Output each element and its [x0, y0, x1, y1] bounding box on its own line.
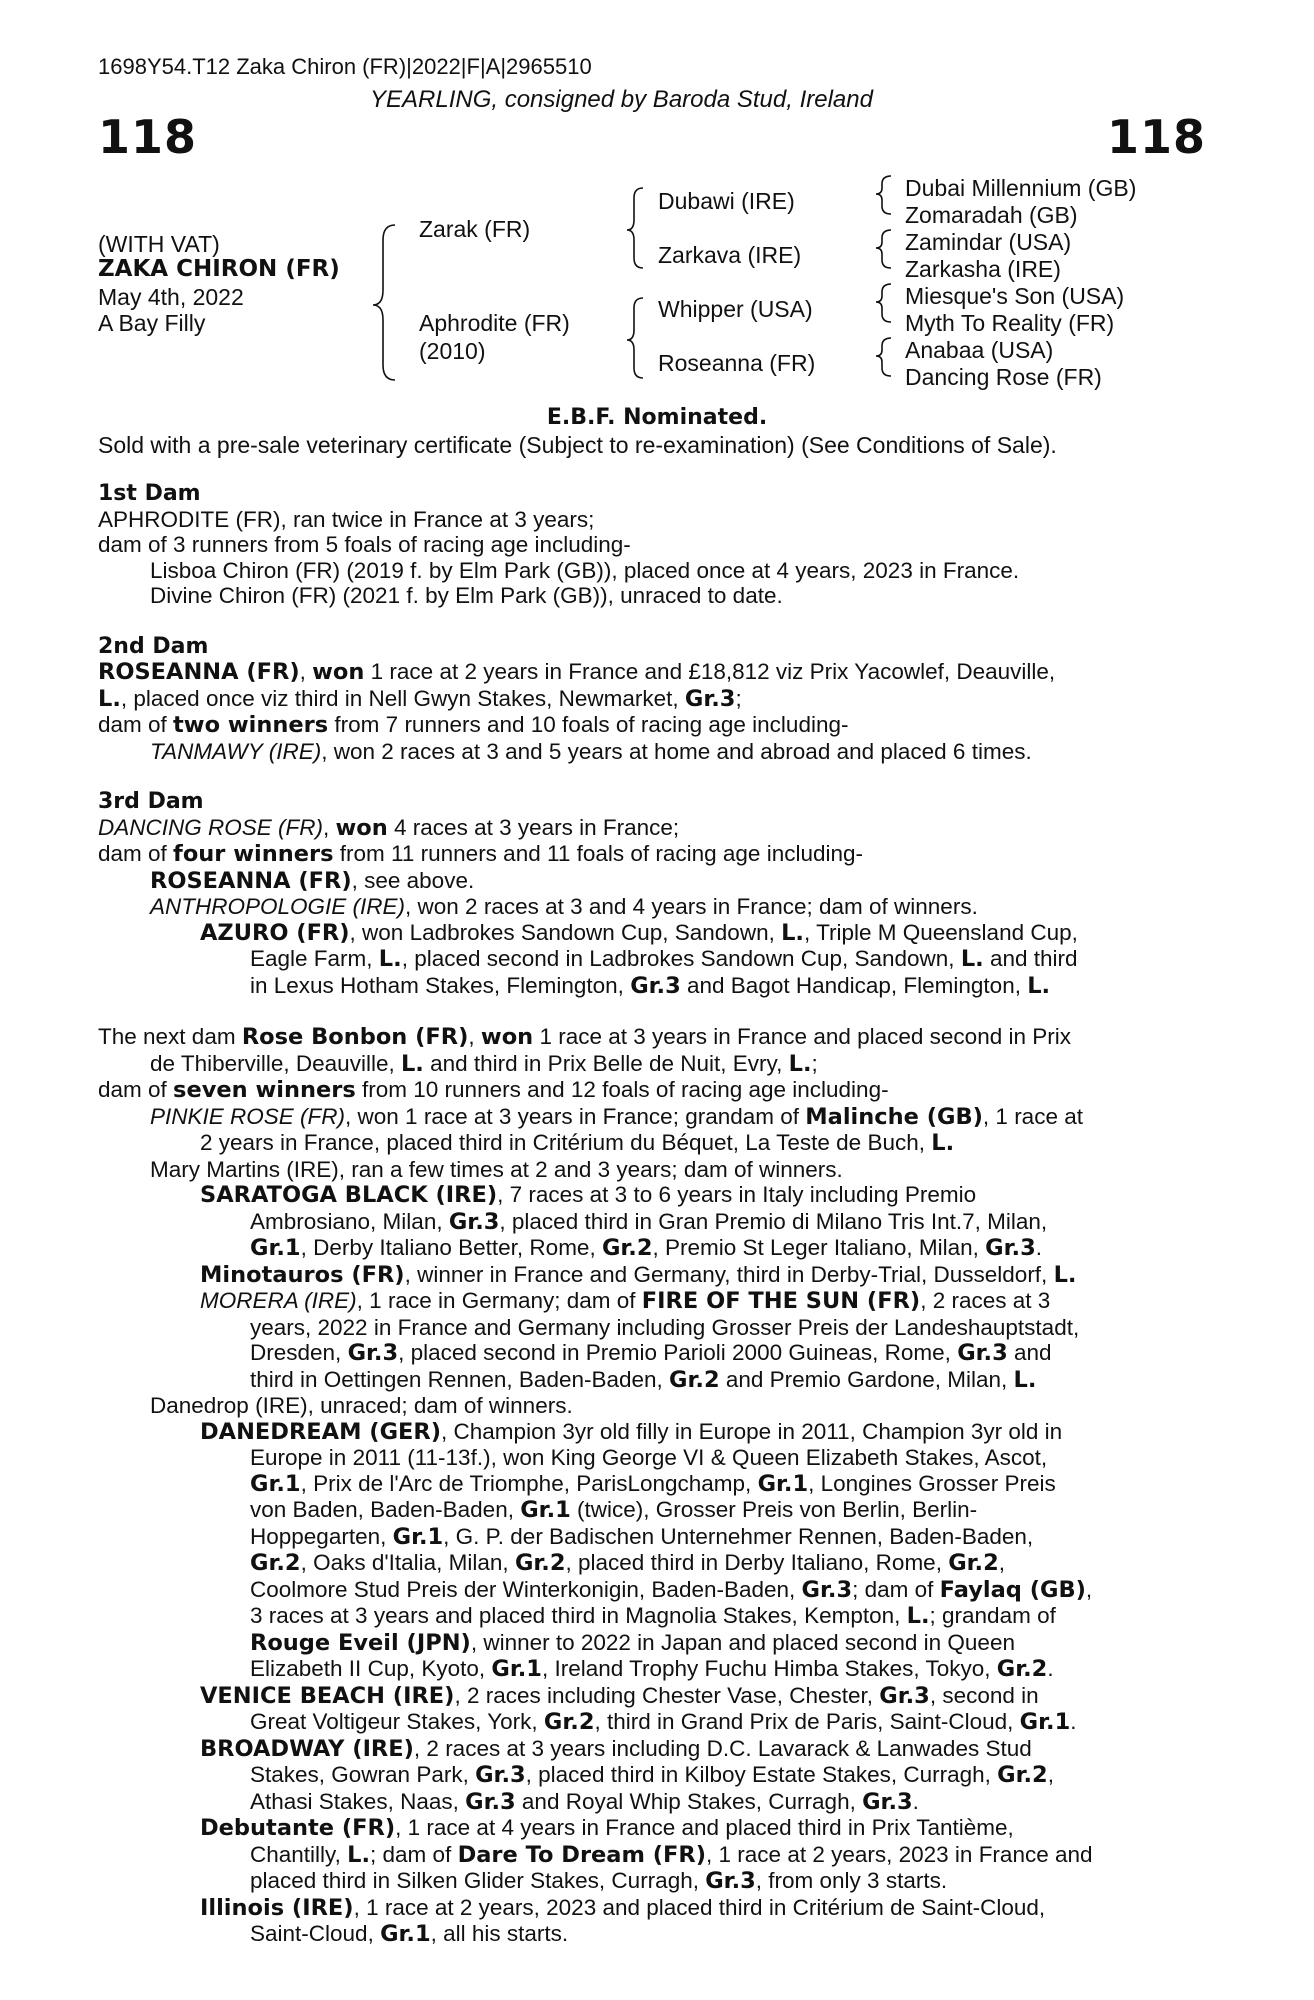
produce-entry: PINKIE ROSE (FR), won 1 race at 3 years in France; grandam of Malinche (GB), 1 race at 2 years in France, placed third in Critérium du Béquet, La Teste de Buch, L.	[150, 1103, 1083, 1156]
produce-record	[98, 481, 1206, 1948]
first-dam-line: APHRODITE (FR), ran twice in France at 3 years;	[98, 506, 595, 532]
produce-entry: AZURO (FR), won Ladbrokes Sandown Cup, Sandown, L., Triple M Queensland Cup, Eagle Farm, L., placed second in Ladbrokes Sandown Cup, Sandown, L. and third in Lexus Hotham Stakes, Flemington, Gr.3 and Bagot Handicap, Flemington, L.	[200, 919, 1078, 999]
consignor-line: YEARLING, consigned by Baroda Stud, Ireland	[370, 86, 873, 113]
dam-sire-sire: Miesque's Son (USA)	[905, 283, 1125, 309]
section-title: 2nd Dam	[98, 633, 209, 659]
lot-code: 1698Y54.T12 Zaka Chiron (FR)|2022|F|A|2965510	[98, 54, 592, 79]
produce-entry: Danedrop (IRE), unraced; dam of winners.	[150, 1393, 573, 1418]
lot-number-right: 118	[1106, 110, 1206, 164]
dam-year: (2010)	[419, 338, 486, 364]
produce-entry: BROADWAY (IRE), 2 races at 3 years including D.C. Lavarack & Lanwades Stud Stakes, Gowran Park, Gr.3, placed third in Kilboy Estate Stakes, Curragh, Gr.2, Athasi Stakes, Naas, Gr.3 and Royal Whip Stakes, Curragh, Gr.3.	[200, 1735, 1054, 1815]
produce-entry: SARATOGA BLACK (IRE), 7 races at 3 to 6 years in Italy including Premio Ambrosiano, Milan, Gr.3, placed third in Gran Premio di Milano Tris Int.7, Milan, Gr.1, Derby Italiano Better, Rome, Gr.2, Premio St Leger Italiano, Milan, Gr.3.	[200, 1182, 1048, 1261]
produce-entry: ROSEANNA (FR), see above.	[150, 867, 475, 894]
ebf-nominated: E.B.F. Nominated.	[546, 405, 768, 430]
produce-entry: TANMAWY (IRE), won 2 races at 3 and 5 years at home and abroad and placed 6 times.	[150, 738, 1032, 764]
produce-entry: VENICE BEACH (IRE), 2 races including Chester Vase, Chester, Gr.3, second in Great Voltigeur Stakes, York, Gr.2, third in Grand Prix de Paris, Saint-Cloud, Gr.1.	[200, 1682, 1077, 1735]
third-dam-record: DANCING ROSE (FR), won 4 races at 3 years in France;	[98, 814, 680, 841]
horse-dob: May 4th, 2022	[98, 284, 244, 310]
produce-entry: ANTHROPOLOGIE (IRE), won 2 races at 3 and 4 years in France; dam of winners.	[150, 894, 978, 919]
third-dam-section	[98, 789, 1206, 999]
sire-dam-dam: Zarkasha (IRE)	[905, 256, 1061, 282]
produce-entry: Divine Chiron (FR) (2021 f. by Elm Park (GB)), unraced to date.	[150, 583, 783, 608]
produce-entry: Minotauros (FR), winner in France and Germany, third in Derby-Trial, Dusseldorf, L.	[200, 1261, 1077, 1288]
dam-sire-dam: Myth To Reality (FR)	[905, 310, 1115, 336]
dam-dam-sire: Anabaa (USA)	[905, 337, 1054, 363]
section-title: 1st Dam	[98, 481, 201, 506]
dam-dam-dam: Dancing Rose (FR)	[905, 364, 1102, 390]
vat-label: (WITH VAT)	[98, 231, 220, 257]
sire-sire-sire: Dubai Millennium (GB)	[905, 175, 1137, 201]
sire-dam-sire: Zamindar (USA)	[905, 229, 1072, 255]
dam-of-line: dam of seven winners from 10 runners and 12 foals of racing age including-	[98, 1077, 889, 1103]
lot-number-left: 118	[98, 110, 198, 164]
next-dam-section	[98, 1024, 1206, 1948]
produce-entry: Debutante (FR), 1 race at 4 years in France and placed third in Prix Tantième, Chantilly, L.; dam of Dare To Dream (FR), 1 race at 2 years, 2023 in France and placed third in Silken Glider Stakes, Curragh, Gr.3, from only 3 starts.	[200, 1815, 1093, 1894]
section-title: 3rd Dam	[98, 789, 204, 814]
horse-name: ZAKA CHIRON (FR)	[98, 256, 340, 282]
sire-sire-dam: Zomaradah (GB)	[905, 202, 1078, 228]
produce-entry: Illinois (IRE), 1 race at 2 years, 2023 and placed third in Critérium de Saint-Cloud, Saint-Cloud, Gr.1, all his starts.	[200, 1894, 1046, 1947]
produce-entry: MORERA (IRE), 1 race in Germany; dam of FIRE OF THE SUN (FR), 2 races at 3 years, 2022 in France and Germany including Grosser Preis der Landeshauptstadt, Dresden, Gr.3, placed second in Premio Parioli 2000 Guineas, Rome, Gr.3 and third in Oettingen Rennen, Baden-Baden, Gr.2 and Premio Gardone, Milan, L.	[200, 1288, 1080, 1393]
sire-dam: Zarkava (IRE)	[658, 242, 802, 268]
produce-entry: DANEDREAM (GER), Champion 3yr old filly in Europe in 2011, Champion 3yr old in Europe in 2011 (11-13f.), won King George VI & Queen Elizabeth Stakes, Ascot, Gr.1, Prix de l'Arc de Triomphe, ParisLongchamp, Gr.1, Longines Grosser Preis von Baden, Baden-Baden, Gr.1 (twice), Grosser Preis von Berlin, Berlin- Hoppegarten, Gr.1, G. P. der Badischen Unternehmer Rennen, Baden-Baden, Gr.2, Oaks d'Italia, Milan, Gr.2, placed third in Derby Italiano, Rome, Gr.2, Coolmore Stud Preis der Winterkonigin, Baden-Baden, Gr.3; dam of Faylaq (GB), 3 races at 3 years and placed third in Magnolia Stakes, Kempton, L.; grandam of Rouge Eveil (JPN), winner to 2022 in Japan and placed second in Queen Elizabeth II Cup, Kyoto, Gr.1, Ireland Trophy Fuchu Himba Stakes, Tokyo, Gr.2.	[200, 1418, 1093, 1682]
vet-certificate-note: Sold with a pre-sale veterinary certificate (Subject to re-examination) (See Conditions of Sale).	[98, 432, 1057, 458]
first-dam-section	[98, 481, 1206, 609]
second-dam-record: ROSEANNA (FR), won 1 race at 2 years in France and £18,812 viz Prix Yacowlef, Deauville, L., placed once viz third in Nell Gwyn Stakes, Newmarket, Gr.3;	[98, 659, 1056, 712]
produce-entry: Mary Martins (IRE), ran a few times at 2 and 3 years; dam of winners.	[150, 1156, 843, 1182]
horse-description: A Bay Filly	[98, 310, 206, 336]
sire: Zarak (FR)	[419, 216, 531, 242]
dam-of-line: dam of four winners from 11 runners and 11 foals of racing age including-	[98, 841, 864, 867]
dam-sire: Whipper (USA)	[658, 296, 813, 322]
next-dam-record-cont: de Thiberville, Deauville, L. and third in Prix Belle de Nuit, Evry, L.;	[150, 1050, 818, 1077]
dam-of-line: dam of two winners from 7 runners and 10 foals of racing age including-	[98, 712, 849, 738]
sire-sire: Dubawi (IRE)	[658, 188, 795, 214]
dam-dam: Roseanna (FR)	[658, 350, 816, 376]
won-label: won	[312, 659, 365, 685]
produce-entry: Lisboa Chiron (FR) (2019 f. by Elm Park (GB)), placed once at 4 years, 2023 in France.	[150, 557, 1020, 583]
first-dam-line: dam of 3 runners from 5 foals of racing age including-	[98, 532, 631, 557]
dam: Aphrodite (FR)	[419, 310, 570, 336]
next-dam-record: The next dam Rose Bonbon (FR), won 1 race at 3 years in France and placed second in Prix	[98, 1024, 1071, 1050]
second-dam-section	[98, 634, 1206, 765]
dam-name: ROSEANNA (FR)	[98, 659, 300, 685]
